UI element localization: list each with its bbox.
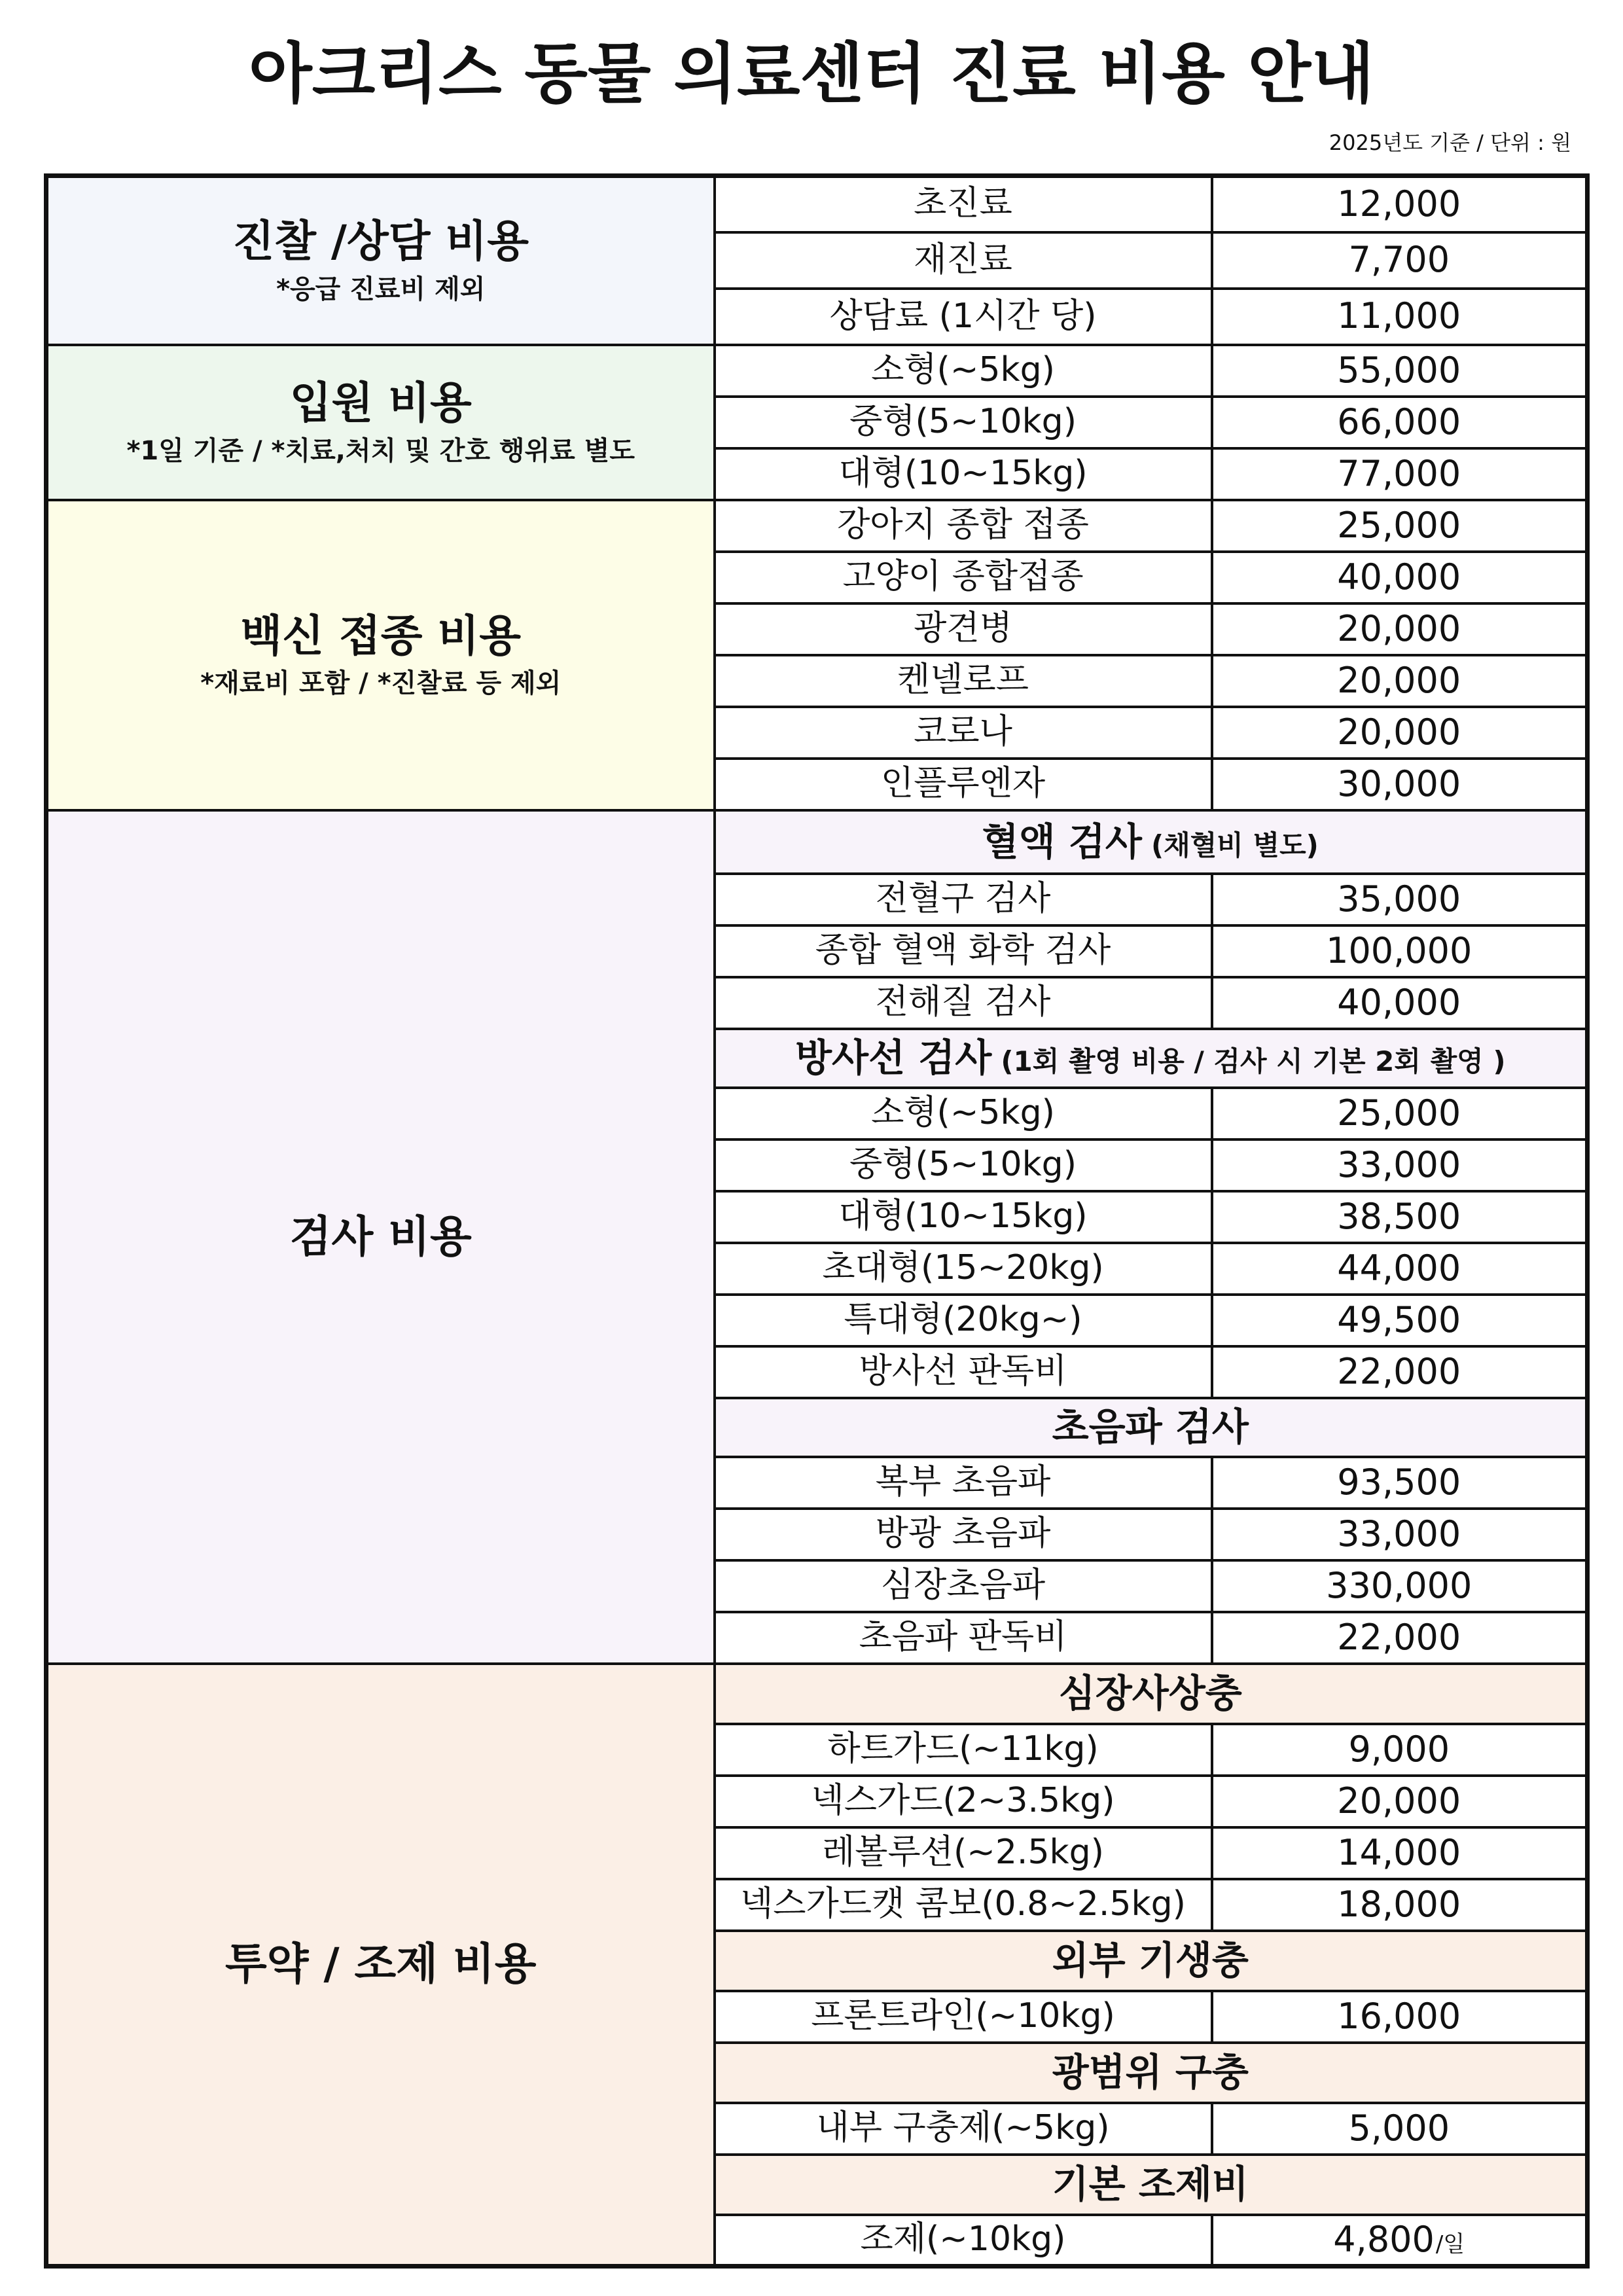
item-name: 대형(10~15kg) (715, 1191, 1212, 1243)
item-price: 12,000 (1212, 176, 1588, 232)
item-price: 9,000 (1212, 1724, 1588, 1776)
price-value: 4,800 (1333, 2219, 1435, 2261)
item-price: 35,000 (1212, 874, 1588, 925)
group-header-broad-deworming (715, 2043, 1588, 2103)
item-price: 22,000 (1212, 1346, 1588, 1398)
item-name: 대형(10~15kg) (715, 448, 1212, 500)
group-header-external-parasites (715, 1931, 1588, 1991)
item-price: 20,000 (1212, 1776, 1588, 1827)
item-name: 코로나 (715, 707, 1212, 759)
item-price: 11,000 (1212, 289, 1588, 345)
group-header-row (46, 810, 1588, 874)
item-price: 33,000 (1212, 1509, 1588, 1560)
item-price: 20,000 (1212, 707, 1588, 759)
item-price: 33,000 (1212, 1139, 1588, 1191)
item-name: 중형(5~10kg) (715, 397, 1212, 448)
item-name: 종합 혈액 화학 검사 (715, 925, 1212, 977)
group-header-radiography (715, 1029, 1588, 1088)
item-name: 인플루엔자 (715, 759, 1212, 810)
item-price: 330,000 (1212, 1560, 1588, 1612)
item-price: 20,000 (1212, 655, 1588, 707)
item-name: 방사선 판독비 (715, 1346, 1212, 1398)
item-price: 22,000 (1212, 1612, 1588, 1664)
item-price: 18,000 (1212, 1879, 1588, 1931)
section-title: 입원 비용 (289, 378, 472, 429)
section-note: *응급 진료비 제외 (276, 274, 486, 305)
item-price: 16,000 (1212, 1991, 1588, 2043)
item-name: 넥스가드캣 콤보(0.8~2.5kg) (715, 1879, 1212, 1931)
item-name: 강아지 종합 접종 (715, 500, 1212, 552)
item-name: 방광 초음파 (715, 1509, 1212, 1560)
item-name: 하트가드(~11kg) (715, 1724, 1212, 1776)
group-header-row (46, 1664, 1588, 1724)
item-price: 40,000 (1212, 977, 1588, 1029)
item-name: 고양이 종합접종 (715, 552, 1212, 603)
item-price: 93,500 (1212, 1457, 1588, 1509)
item-price: 38,500 (1212, 1191, 1588, 1243)
section-cell-vaccination (46, 500, 715, 810)
group-header-heartworm (715, 1664, 1588, 1724)
group-title: 초음파 검사 (1052, 1405, 1249, 1450)
item-name: 초대형(15~20kg) (715, 1243, 1212, 1295)
item-price: 30,000 (1212, 759, 1588, 810)
item-name: 프론트라인(~10kg) (715, 1991, 1212, 2043)
item-price: 14,000 (1212, 1827, 1588, 1879)
item-price: 7,700 (1212, 232, 1588, 289)
group-title: 광범위 구충 (1052, 2050, 1249, 2095)
item-name: 초진료 (715, 176, 1212, 232)
item-name: 중형(5~10kg) (715, 1139, 1212, 1191)
group-header-ultrasound (715, 1398, 1588, 1457)
price-row (46, 500, 1588, 552)
item-name: 전해질 검사 (715, 977, 1212, 1029)
item-price (1212, 2215, 1588, 2267)
group-title: 심장사상충 (1058, 1671, 1242, 1716)
price-unit-suffix: /일 (1435, 2231, 1465, 2258)
price-row (46, 176, 1588, 232)
section-note: *재료비 포함 / *진찰료 등 제외 (200, 668, 562, 699)
item-name: 복부 초음파 (715, 1457, 1212, 1509)
section-cell-hospitalization (46, 345, 715, 500)
item-price: 25,000 (1212, 500, 1588, 552)
item-name: 전혈구 검사 (715, 874, 1212, 925)
item-price: 49,500 (1212, 1295, 1588, 1346)
item-name: 상담료 (1시간 당) (715, 289, 1212, 345)
group-title: 혈액 검사 (982, 819, 1142, 864)
group-title: 방사선 검사 (794, 1035, 992, 1081)
group-note: (1회 촬영 비용 / 검사 시 기본 2회 촬영 ) (1001, 1045, 1506, 1078)
price-table (44, 173, 1590, 2269)
item-name: 초음파 판독비 (715, 1612, 1212, 1664)
item-name: 재진료 (715, 232, 1212, 289)
section-title: 투약 / 조제 비용 (224, 1939, 537, 1990)
item-price: 40,000 (1212, 552, 1588, 603)
item-name: 특대형(20kg~) (715, 1295, 1212, 1346)
section-cell-examination (46, 810, 715, 1664)
item-name: 넥스가드(2~3.5kg) (715, 1776, 1212, 1827)
item-name: 내부 구충제(~5kg) (715, 2103, 1212, 2155)
item-name: 레볼루션(~2.5kg) (715, 1827, 1212, 1879)
section-cell-consultation (46, 176, 715, 345)
item-name: 소형(~5kg) (715, 1088, 1212, 1139)
item-price: 20,000 (1212, 603, 1588, 655)
section-note: *1일 기준 / *치료,처치 및 간호 행위료 별도 (126, 435, 635, 466)
section-title: 진찰 /상담 비용 (232, 216, 529, 267)
item-price: 66,000 (1212, 397, 1588, 448)
section-cell-medication (46, 1664, 715, 2267)
item-price: 25,000 (1212, 1088, 1588, 1139)
item-price: 5,000 (1212, 2103, 1588, 2155)
group-note: (채혈비 별도) (1150, 829, 1319, 861)
group-title: 기본 조제비 (1052, 2162, 1249, 2207)
item-name: 광견병 (715, 603, 1212, 655)
section-title: 검사 비용 (289, 1211, 472, 1262)
group-header-dispensing-fee (715, 2155, 1588, 2215)
item-price: 100,000 (1212, 925, 1588, 977)
item-price: 77,000 (1212, 448, 1588, 500)
item-price: 55,000 (1212, 345, 1588, 397)
group-title: 외부 기생충 (1052, 1938, 1249, 1983)
item-name: 켄넬로프 (715, 655, 1212, 707)
section-title: 백신 접종 비용 (240, 610, 521, 661)
item-name: 심장초음파 (715, 1560, 1212, 1612)
price-row (46, 345, 1588, 397)
page-title: 아크리스 동물 의료센터 진료 비용 안내 (249, 35, 1374, 112)
item-price: 44,000 (1212, 1243, 1588, 1295)
item-name: 소형(~5kg) (715, 345, 1212, 397)
group-header-blood-test (715, 810, 1588, 874)
page-subtitle: 2025년도 기준 / 단위 : 원 (1329, 130, 1571, 155)
item-name: 조제(~10kg) (715, 2215, 1212, 2267)
